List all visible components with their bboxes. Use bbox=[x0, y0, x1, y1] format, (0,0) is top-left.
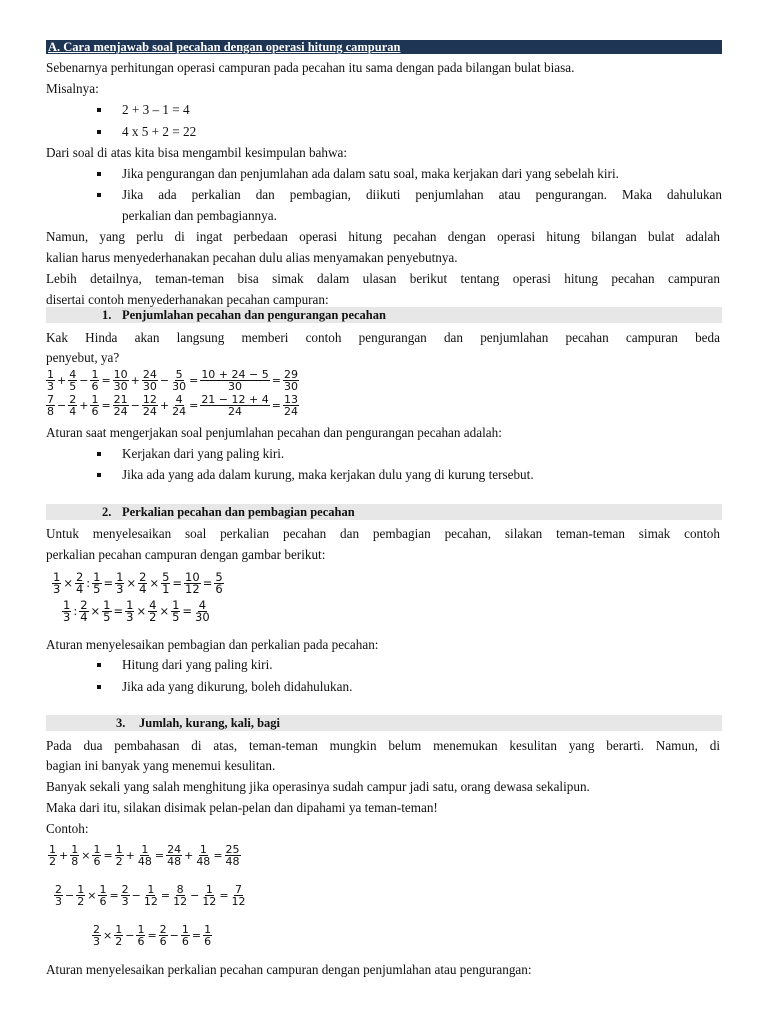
operator: + bbox=[59, 848, 69, 862]
subsection-title: Perkalian pecahan dan pembagian pecahan bbox=[122, 505, 355, 519]
sub3-paragraph-line1: Pada dua pembahasan di atas, teman-teman mungkin belum menemukan kesulitan yang berarti. Namun, di bbox=[46, 738, 720, 753]
fraction-denominator: 48 bbox=[225, 854, 240, 868]
fraction-denominator: 8 bbox=[47, 404, 54, 418]
fraction-numerator: 1 bbox=[63, 597, 71, 612]
operator: × bbox=[103, 928, 113, 942]
fraction-numerator: 1 bbox=[172, 597, 180, 612]
intro-paragraph: Sebenarnya perhitungan operasi campuran pada pecahan itu sama dengan pada bilangan bulat biasa. bbox=[46, 60, 575, 75]
fraction-denominator: 12 bbox=[231, 894, 246, 908]
fraction bbox=[125, 597, 134, 624]
fraction-numerator: 2 bbox=[159, 922, 167, 936]
fraction-numerator: 1 bbox=[93, 569, 101, 584]
fraction bbox=[46, 369, 55, 392]
fraction-numerator: 1 bbox=[47, 367, 54, 381]
operator: × bbox=[63, 576, 73, 590]
operator: = bbox=[154, 848, 165, 862]
fraction-denominator: 6 bbox=[91, 404, 99, 418]
sub3-equation-3 bbox=[92, 920, 212, 950]
fraction-numerator: 5 bbox=[162, 569, 170, 584]
fraction-numerator: 4 bbox=[69, 367, 77, 381]
fraction-denominator: 5 bbox=[93, 581, 101, 596]
operator: − bbox=[169, 928, 179, 942]
conclusion-bullet: Jika ada perkalian dan pembagian, diikuti penjumlahan atau pengurangan. Maka dahulukan bbox=[122, 187, 722, 203]
fraction-numerator: 1 bbox=[147, 882, 155, 896]
operator: = bbox=[219, 888, 229, 902]
fraction bbox=[90, 394, 99, 417]
fraction-denominator: 24 bbox=[113, 404, 128, 418]
operator: + bbox=[125, 848, 135, 862]
fraction-numerator: 2 bbox=[139, 569, 147, 584]
fraction-denominator: 24 bbox=[172, 404, 187, 418]
fraction-numerator: 1 bbox=[93, 842, 101, 856]
operator: − bbox=[130, 398, 140, 412]
operator: = bbox=[213, 848, 223, 862]
lebih-paragraph-line1: Lebih detailnya, teman-teman bisa simak dalam ulasan berikut tentang operasi hitung pecahan campuran bbox=[46, 271, 720, 286]
fraction bbox=[92, 924, 101, 947]
fraction bbox=[142, 369, 158, 392]
fraction-denominator: 4 bbox=[80, 609, 88, 624]
operator: = bbox=[101, 398, 111, 412]
fraction-numerator: 10 + 24 − 5 bbox=[201, 367, 269, 381]
operator: × bbox=[149, 576, 160, 590]
operator: × bbox=[126, 576, 137, 590]
fraction-numerator: 29 bbox=[283, 367, 298, 381]
fraction-denominator: 3 bbox=[47, 379, 54, 393]
fraction-denominator: 1 bbox=[162, 581, 170, 596]
fraction-denominator: 12 bbox=[143, 894, 158, 908]
fraction-numerator: 4 bbox=[198, 597, 207, 612]
operator: − bbox=[79, 373, 89, 387]
sub2-paragraph-line1: Untuk menyelesaikan soal perkalian pecahan dan pembagian pecahan, silakan teman-teman simak contoh bbox=[46, 526, 720, 541]
fraction-denominator: 6 bbox=[215, 581, 223, 596]
operator: = bbox=[271, 373, 281, 387]
sub3-equation-1 bbox=[48, 840, 241, 870]
fraction bbox=[115, 844, 124, 867]
fraction-denominator: 6 bbox=[159, 934, 167, 948]
fraction bbox=[171, 394, 187, 417]
fraction-numerator: 1 bbox=[181, 922, 189, 936]
fraction-numerator: 1 bbox=[204, 922, 212, 936]
sub3-banyak-line: Banyak sekali yang salah menghitung jika operasinya sudah campur jadi satu, orang dewasa sekalipun. bbox=[46, 779, 590, 794]
fraction bbox=[113, 369, 129, 392]
fraction-denominator: 24 bbox=[228, 404, 243, 418]
fraction bbox=[203, 924, 212, 947]
fraction-numerator: 25 bbox=[225, 842, 240, 856]
fraction bbox=[283, 369, 299, 392]
fraction-numerator: 10 bbox=[185, 569, 200, 584]
sub3-maka-line: Maka dari itu, silakan disimak pelan-pelan dan dipahami ya teman-teman! bbox=[46, 800, 438, 815]
fraction-denominator: 3 bbox=[55, 894, 62, 908]
operator: × bbox=[90, 604, 101, 618]
fraction bbox=[52, 569, 61, 596]
fraction-numerator: 5 bbox=[175, 367, 183, 381]
fraction bbox=[62, 597, 71, 624]
example-bullet: 4 x 5 + 2 = 22 bbox=[122, 124, 196, 140]
fraction-denominator: 3 bbox=[121, 894, 129, 908]
fraction-numerator: 8 bbox=[176, 882, 184, 896]
operator: = bbox=[189, 373, 199, 387]
fraction bbox=[161, 569, 170, 596]
fraction bbox=[225, 844, 241, 867]
fraction-numerator: 7 bbox=[235, 882, 243, 896]
operator: = bbox=[202, 576, 213, 590]
fraction-numerator: 21 bbox=[113, 392, 128, 406]
fraction bbox=[121, 884, 130, 907]
fraction bbox=[68, 369, 77, 392]
fraction-numerator: 1 bbox=[77, 882, 85, 896]
operator: = bbox=[191, 928, 202, 942]
subsection-number: 3. bbox=[116, 716, 126, 730]
sub2-equation-1 bbox=[52, 568, 224, 598]
sub3-rule-intro: Aturan menyelesaikan perkalian pecahan campuran dengan penjumlahan atau pengurangan: bbox=[46, 962, 532, 977]
fraction-numerator: 13 bbox=[283, 392, 298, 406]
fraction-numerator: 1 bbox=[103, 597, 111, 612]
sub1-equation-1 bbox=[46, 366, 299, 394]
operator: = bbox=[103, 576, 114, 590]
fraction-numerator: 5 bbox=[215, 569, 223, 584]
operator: = bbox=[172, 576, 183, 590]
fraction-numerator: 1 bbox=[49, 842, 56, 856]
sub2-rule-intro: Aturan menyelesaikan pembagian dan perkalian pada pecahan: bbox=[46, 637, 379, 652]
fraction-denominator: 3 bbox=[63, 609, 71, 624]
fraction-denominator: 6 bbox=[204, 934, 212, 948]
fraction-numerator: 12 bbox=[142, 392, 157, 406]
fraction-numerator: 24 bbox=[142, 367, 157, 381]
fraction-denominator: 3 bbox=[126, 609, 134, 624]
namun-paragraph-line1: Namun, yang perlu di ingat perbedaan operasi hitung pecahan dengan operasi hitung bilangan bulat adalah bbox=[46, 229, 720, 244]
fraction-numerator: 4 bbox=[175, 392, 183, 406]
fraction bbox=[92, 569, 101, 596]
fraction bbox=[68, 394, 77, 417]
fraction-numerator: 1 bbox=[199, 842, 207, 856]
fraction-numerator: 4 bbox=[149, 597, 157, 612]
operator: × bbox=[87, 888, 97, 902]
subsection-number: 1. bbox=[102, 308, 112, 322]
operator: − bbox=[57, 398, 67, 412]
fraction-denominator: 30 bbox=[228, 379, 243, 393]
fraction bbox=[114, 924, 123, 947]
fraction-numerator: 2 bbox=[93, 922, 100, 936]
subsection-title: Jumlah, kurang, kali, bagi bbox=[139, 716, 281, 730]
fraction-numerator: 2 bbox=[121, 882, 129, 896]
fraction-denominator: 6 bbox=[91, 379, 99, 393]
fraction-denominator: 30 bbox=[172, 379, 187, 393]
fraction-denominator: 5 bbox=[103, 609, 111, 624]
fraction-denominator: 12 bbox=[173, 894, 188, 908]
subsection-title: Penjumlahan pecahan dan pengurangan pecahan bbox=[122, 308, 386, 322]
conclusion-bullet: Jika pengurangan dan penjumlahan ada dalam satu soal, maka kerjakan dari yang sebelah kiri. bbox=[122, 166, 619, 182]
fraction bbox=[200, 369, 269, 392]
fraction-numerator: 1 bbox=[141, 842, 149, 856]
fraction bbox=[136, 924, 145, 947]
fraction-numerator: 1 bbox=[91, 392, 99, 406]
fraction-denominator: 30 bbox=[195, 609, 210, 624]
fraction bbox=[283, 394, 299, 417]
fraction bbox=[102, 597, 111, 624]
fraction-numerator: 10 bbox=[113, 367, 128, 381]
fraction-denominator: 12 bbox=[202, 894, 217, 908]
operator: − bbox=[190, 888, 200, 902]
operator: = bbox=[109, 888, 119, 902]
fraction bbox=[214, 569, 223, 596]
subsection-3-header bbox=[46, 715, 722, 731]
fraction-denominator: 8 bbox=[71, 854, 79, 868]
fraction bbox=[172, 884, 188, 907]
lebih-paragraph-line2: disertai contoh menyederhanakan pecahan campuran: bbox=[46, 292, 329, 307]
sub3-paragraph-line2: bagian ini banyak yang menemui kesulitan. bbox=[46, 758, 276, 773]
sub3-contoh-label: Contoh: bbox=[46, 821, 89, 836]
fraction bbox=[113, 394, 129, 417]
sub1-paragraph-line2: penyebut, ya? bbox=[46, 350, 120, 365]
namun-paragraph-line2: kalian harus menyederhanakan pecahan dulu alias menyamakan penyebutnya. bbox=[46, 250, 458, 265]
fraction-denominator: 30 bbox=[113, 379, 128, 393]
fraction bbox=[231, 884, 247, 907]
operator: × bbox=[136, 604, 147, 618]
fraction-numerator: 7 bbox=[47, 392, 54, 406]
operator: + bbox=[57, 373, 67, 387]
operator: − bbox=[131, 888, 141, 902]
fraction-denominator: 4 bbox=[75, 581, 84, 596]
fraction-denominator: 48 bbox=[196, 854, 211, 868]
sub1-rule-bullet: Jika ada yang ada dalam kurung, maka kerjakan dulu yang di kurung tersebut. bbox=[122, 467, 534, 483]
fraction-numerator: 1 bbox=[137, 922, 145, 936]
fraction-numerator: 1 bbox=[116, 569, 124, 584]
operator: − bbox=[159, 373, 170, 387]
subsection-number: 2. bbox=[102, 505, 112, 519]
fraction bbox=[76, 884, 85, 907]
fraction-denominator: 6 bbox=[99, 894, 107, 908]
fraction bbox=[137, 844, 153, 867]
fraction-denominator: 6 bbox=[181, 934, 189, 948]
fraction-denominator: 30 bbox=[283, 379, 298, 393]
operator: : bbox=[73, 604, 78, 618]
fraction bbox=[143, 884, 159, 907]
fraction-numerator: 21 − 12 + 4 bbox=[201, 392, 269, 406]
operator: − bbox=[65, 888, 75, 902]
fraction bbox=[194, 597, 211, 624]
fraction-denominator: 48 bbox=[137, 854, 152, 868]
fraction-denominator: 12 bbox=[185, 581, 200, 596]
sub2-paragraph-line2: perkalian pecahan campuran dengan gambar berikut: bbox=[46, 547, 326, 562]
fraction-numerator: 2 bbox=[75, 569, 84, 584]
sub2-rule-bullet: Hitung dari yang paling kiri. bbox=[122, 657, 273, 673]
fraction-denominator: 3 bbox=[53, 581, 61, 596]
fraction-numerator: 1 bbox=[115, 922, 123, 936]
fraction-numerator: 1 bbox=[53, 569, 61, 584]
fraction-numerator: 2 bbox=[55, 882, 62, 896]
operator: = bbox=[189, 398, 199, 412]
subsection-2-header bbox=[46, 504, 722, 520]
fraction bbox=[142, 394, 158, 417]
operator: = bbox=[113, 604, 124, 618]
fraction bbox=[98, 884, 107, 907]
fraction-numerator: 1 bbox=[71, 842, 79, 856]
fraction-denominator: 4 bbox=[69, 404, 77, 418]
operator: × bbox=[159, 604, 170, 618]
fraction-denominator: 6 bbox=[137, 934, 145, 948]
fraction-denominator: 6 bbox=[93, 854, 101, 868]
operator: = bbox=[182, 604, 193, 618]
operator: = bbox=[271, 398, 281, 412]
sub1-rule-bullet: Kerjakan dari yang paling kiri. bbox=[122, 446, 284, 462]
fraction bbox=[75, 569, 84, 596]
fraction-denominator: 2 bbox=[115, 854, 123, 868]
fraction-numerator: 1 bbox=[205, 882, 213, 896]
section-a-title: A. Cara menjawab soal pecahan dengan operasi hitung campuran bbox=[46, 40, 722, 54]
fraction bbox=[138, 569, 147, 596]
fraction-denominator: 2 bbox=[149, 609, 157, 624]
operator: = bbox=[147, 928, 157, 942]
sub2-equation-2 bbox=[62, 596, 211, 626]
operator: + bbox=[184, 848, 194, 862]
operator: + bbox=[159, 398, 170, 412]
fraction bbox=[54, 884, 63, 907]
fraction-numerator: 1 bbox=[115, 842, 123, 856]
fraction bbox=[181, 924, 190, 947]
fraction-denominator: 24 bbox=[283, 404, 298, 418]
operator: = bbox=[103, 848, 113, 862]
fraction-denominator: 48 bbox=[167, 854, 182, 868]
fraction bbox=[200, 394, 269, 417]
fraction-numerator: 1 bbox=[99, 882, 107, 896]
fraction bbox=[171, 369, 187, 392]
fraction bbox=[70, 844, 79, 867]
sub1-equation-2 bbox=[46, 391, 299, 419]
fraction bbox=[159, 924, 168, 947]
misalnya-label: Misalnya: bbox=[46, 81, 99, 96]
fraction-denominator: 2 bbox=[115, 934, 123, 948]
fraction-numerator: 2 bbox=[80, 597, 88, 612]
fraction-denominator: 4 bbox=[139, 581, 147, 596]
conclusion-bullet-continuation: perkalian dan pembagiannya. bbox=[122, 208, 277, 223]
fraction bbox=[184, 569, 201, 596]
fraction bbox=[46, 394, 55, 417]
operator: × bbox=[81, 848, 91, 862]
conclusion-intro: Dari soal di atas kita bisa mengambil kesimpulan bahwa: bbox=[46, 145, 348, 160]
fraction-denominator: 5 bbox=[172, 609, 180, 624]
fraction bbox=[195, 844, 211, 867]
fraction-numerator: 1 bbox=[126, 597, 134, 612]
operator: : bbox=[86, 576, 91, 590]
operator: + bbox=[130, 373, 140, 387]
fraction bbox=[48, 844, 57, 867]
fraction-numerator: 2 bbox=[69, 392, 77, 406]
fraction bbox=[171, 597, 180, 624]
fraction-numerator: 1 bbox=[91, 367, 99, 381]
fraction bbox=[166, 844, 182, 867]
fraction-denominator: 2 bbox=[49, 854, 56, 868]
fraction bbox=[148, 597, 157, 624]
sub1-paragraph-line1: Kak Hinda akan langsung memberi contoh pengurangan dan penjumlahan pecahan campuran beda bbox=[46, 330, 720, 345]
fraction-denominator: 3 bbox=[93, 934, 100, 948]
fraction bbox=[115, 569, 124, 596]
fraction bbox=[92, 844, 101, 867]
fraction bbox=[79, 597, 88, 624]
fraction-denominator: 3 bbox=[116, 581, 124, 596]
fraction-numerator: 24 bbox=[167, 842, 182, 856]
operator: + bbox=[79, 398, 89, 412]
fraction bbox=[90, 369, 99, 392]
sub2-rule-bullet: Jika ada yang dikurung, boleh didahulukan. bbox=[122, 679, 352, 695]
subsection-1-header bbox=[46, 307, 722, 323]
fraction-denominator: 5 bbox=[69, 379, 77, 393]
fraction bbox=[201, 884, 217, 907]
operator: − bbox=[125, 928, 135, 942]
operator: = bbox=[101, 373, 111, 387]
fraction-denominator: 2 bbox=[77, 894, 85, 908]
fraction-denominator: 30 bbox=[142, 379, 157, 393]
sub3-equation-2 bbox=[54, 880, 247, 910]
sub1-rule-intro: Aturan saat mengerjakan soal penjumlahan pecahan dan pengurangan pecahan adalah: bbox=[46, 425, 502, 440]
fraction-denominator: 24 bbox=[142, 404, 157, 418]
operator: = bbox=[160, 888, 171, 902]
example-bullet: 2 + 3 – 1 = 4 bbox=[122, 102, 190, 118]
